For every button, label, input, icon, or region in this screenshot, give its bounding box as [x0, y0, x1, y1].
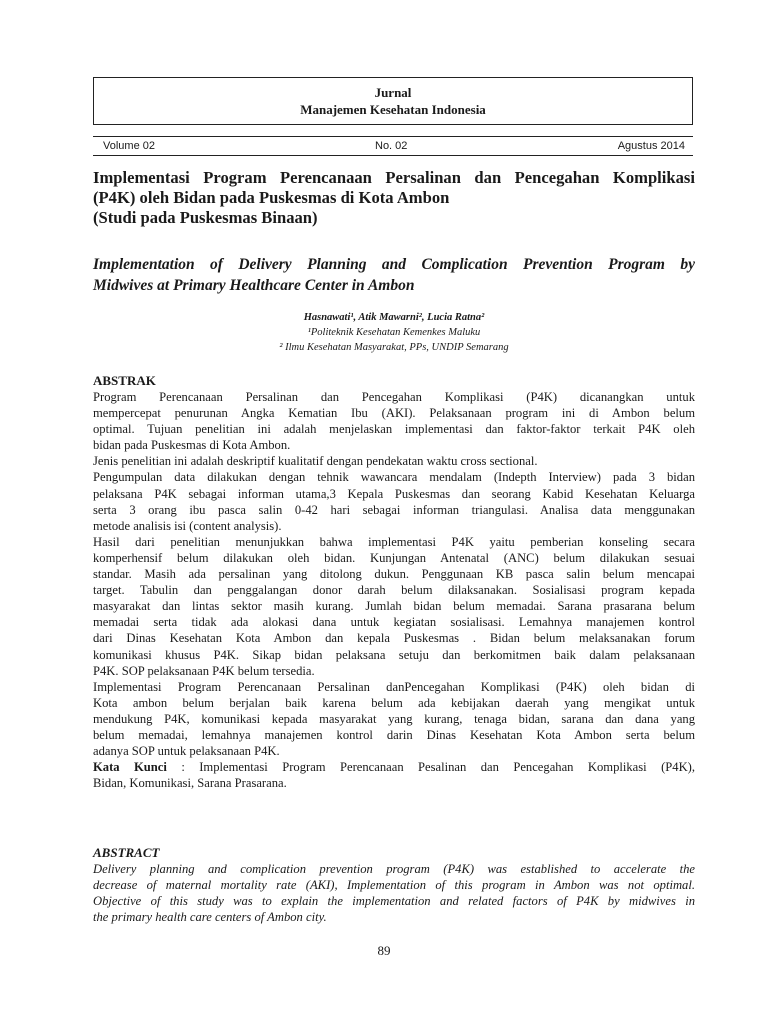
- title-line: (Studi pada Puskesmas Binaan): [93, 208, 318, 227]
- abstract-line: the primary health care centers of Ambon city.: [93, 910, 327, 925]
- abstrak-line: Hasil dari penelitian menunjukkan bahwa implementasi P4K yaitu pemberian konseling secara: [93, 534, 695, 549]
- title-line: Implementasi Program Perencanaan Persalinan dan Pencegahan Komplikasi: [93, 168, 695, 187]
- abstrak-line: serta 3 orang ibu pasca salin 0-42 hari sebagai informan triangulasi. Analisa data menggunakan: [93, 502, 695, 517]
- abstrak-line: komunikasi khusus P4K. Sikap bidan pelaksana setuju dan berkomitmen baik dalam pelaksanaan: [93, 647, 695, 662]
- abstrak-line: mempercepat penurunan Angka Kematian Ibu (AKI). Pelaksanaan program ini di Ambon belum: [93, 406, 695, 421]
- paper-title-english: [93, 254, 695, 296]
- abstrak-line: [93, 453, 695, 469]
- author-affiliation: ² Ilmu Kesehatan Masyarakat, PPs, UNDIP Semarang: [279, 342, 509, 353]
- keywords-line: [93, 759, 695, 775]
- abstrak-line: pelaksana P4K sebagai informan utama,3 Kepala Puskesmas dan seorang Kabid Kesehatan Keluarga: [93, 486, 695, 501]
- abstrak-line: optimal. Tujuan penelitian ini adalah menjelaskan implementasi dan faktor-faktor terkait P4K oleh: [93, 422, 695, 437]
- abstrak-line: adanya SOP untuk pelaksanaan P4K.: [93, 744, 280, 759]
- journal-name-line1: Jurnal: [374, 85, 412, 100]
- issue-date: Agustus 2014: [617, 140, 685, 152]
- issue-info-bar: [93, 136, 693, 156]
- abstrak-line-text: Jenis penelitian ini adalah deskriptif kualitatif dengan pendekatan waktu cross sectional.: [93, 454, 538, 469]
- keywords-label: Kata Kunci: [93, 760, 167, 775]
- abstrak-line: P4K. SOP pelaksanaan P4K belum tersedia.: [93, 663, 315, 678]
- abstrak-line: mendukung P4K, komunikasi kepada masyarakat yang kurang, tenaga bidan, sarana dan dana yang: [93, 711, 695, 726]
- author-names: Hasnawati¹, Atik Mawarni², Lucia Ratna²: [303, 312, 485, 323]
- paper-title: [93, 168, 695, 228]
- abstrak-line: komperhensif belum dilakukan oleh bidan. Kunjungan Antenatal (ANC) belum dilakukan sesuai: [93, 550, 695, 565]
- abstrak-line: Kota ambon belum berjalan baik karena belum ada kebijakan daerah yang mengikat untuk: [93, 695, 695, 710]
- abstract-line: decrease of maternal mortality rate (AKI), Implementation of this program in Ambon was not optimal.: [93, 878, 695, 893]
- abstract-line: Objective of this study was to explain the implementation and related factors of P4K by midwives in: [93, 894, 695, 909]
- abstrak-line: Implementasi Program Perencanaan Persalinan danPencegahan Komplikasi (P4K) oleh bidan di: [93, 679, 695, 694]
- abstrak-line: masyarakat dan lintas sektor masih kurang. Jumlah bidan belum memadai. Sarana prasarana belum: [93, 599, 695, 614]
- title-en-line: Implementation of Delivery Planning and Complication Prevention Program by: [93, 256, 695, 273]
- abstrak-line: Pengumpulan data dilakukan dengan tehnik wawancara mendalam (Indepth Interview) pada 3 bidan: [93, 470, 695, 485]
- title-en-line: Midwives at Primary Healthcare Center in Ambon: [93, 277, 415, 294]
- author-block: [93, 310, 695, 355]
- page-number: 89: [377, 943, 391, 958]
- issue-number: No. 02: [375, 140, 408, 152]
- keywords-text: : Implementasi Program Perencanaan Pesalinan dan Pencegahan Komplikasi (P4K),: [166, 760, 696, 775]
- journal-name-line2: Manajemen Kesehatan Indonesia: [300, 102, 486, 117]
- journal-header-box: [93, 77, 693, 125]
- abstrak-line: Program Perencanaan Persalinan dan Pencegahan Komplikasi (P4K) dicanangkan untuk: [93, 390, 695, 404]
- volume-label: Volume 02: [103, 140, 155, 152]
- title-line: (P4K) oleh Bidan pada Puskesmas di Kota Ambon: [93, 188, 450, 207]
- abstrak-line: standar. Masih ada persalinan yang ditolong dukun. Penggunaan KB pasca salin belum mencapai: [93, 567, 695, 582]
- abstrak-line: memadai serta tidak ada alokasi dana untuk kegiatan sosialisasi. Lemahnya manajemen kontrol: [93, 615, 695, 630]
- abstrak-line: bidan pada Puskesmas di Kota Ambon.: [93, 438, 291, 453]
- abstract-line: Delivery planning and complication prevention program (P4K) was established to accelerate the: [93, 862, 695, 876]
- abstrak-section: [93, 373, 695, 791]
- abstrak-line: target. Tabulin dan penggalangan donor darah belum dilaksanakan. Sosialisasi program kepada: [93, 583, 695, 598]
- abstract-section: [93, 845, 695, 925]
- keywords-line: Bidan, Komunikasi, Sarana Prasarana.: [93, 776, 287, 791]
- author-affiliation: ¹Politeknik Kesehatan Kemenkes Maluku: [307, 327, 481, 338]
- abstract-heading: ABSTRACT: [93, 845, 160, 860]
- abstrak-line: dari Dinas Kesehatan Kota Ambon dan kepala Puskesmas . Bidan belum melaksanakan forum: [93, 631, 695, 646]
- abstrak-line: metode analisis isi (content analysis).: [93, 518, 282, 533]
- abstrak-heading: ABSTRAK: [93, 373, 156, 388]
- abstrak-line: belum memadai, lemahnya manajemen kontrol darin Dinas Kesehatan Kota Ambon serta belum: [93, 727, 695, 742]
